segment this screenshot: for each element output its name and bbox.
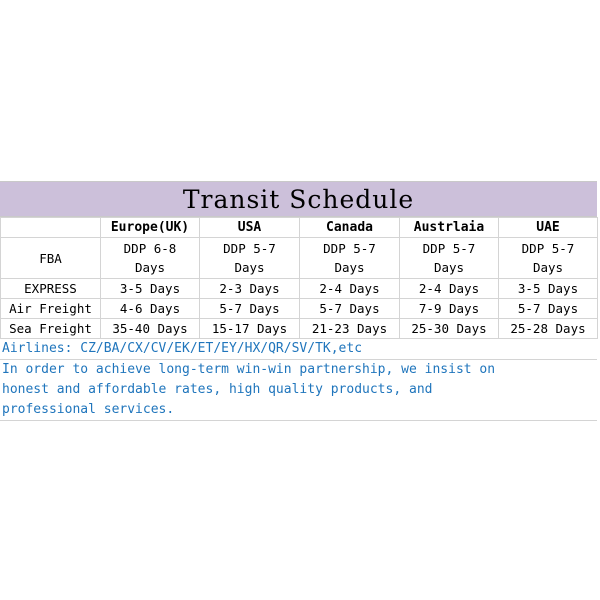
table-cell: 4-6 Days [101, 299, 200, 319]
row-label-sea-freight: Sea Freight [1, 319, 101, 339]
row-label-air-freight: Air Freight [1, 299, 101, 319]
header-canada: Canada [300, 218, 400, 238]
header-row [1, 218, 598, 238]
sea-freight-row [1, 319, 598, 339]
transit-schedule-sheet [0, 181, 597, 421]
fba-cell-line2: Days [532, 260, 564, 275]
table-cell: 2-4 Days [300, 279, 400, 299]
partnership-note-line: honest and affordable rates, high quality products, and [2, 382, 433, 397]
header-uae: UAE [499, 218, 598, 238]
table-cell: 21-23 Days [300, 319, 400, 339]
table-cell: 2-3 Days [200, 279, 300, 299]
table-cell: 5-7 Days [300, 299, 400, 319]
table-cell: 35-40 Days [101, 319, 200, 339]
table-cell: 5-7 Days [499, 299, 598, 319]
airlines-note: Airlines: CZ/BA/CX/CV/EK/ET/EY/HX/QR/SV/TK,etc [0, 339, 597, 360]
fba-cell-line2: Days [433, 260, 465, 275]
fba-cell-line1: DDP 5-7 [422, 241, 476, 256]
transit-table [0, 217, 598, 339]
fba-cell-europe-uk [101, 238, 200, 279]
fba-cell-line1: DDP 5-7 [223, 241, 276, 256]
partnership-note [0, 360, 597, 421]
fba-cell-line2: Days [234, 260, 265, 275]
table-cell: 25-28 Days [499, 319, 598, 339]
row-label-express: EXPRESS [1, 279, 101, 299]
table-cell: 5-7 Days [200, 299, 300, 319]
fba-cell-line1: DDP 5-7 [323, 241, 376, 256]
partnership-note-line: professional services. [2, 402, 175, 417]
fba-cell-uae [499, 238, 598, 279]
fba-cell-line2: Days [134, 260, 166, 275]
header-europe-uk: Europe(UK) [101, 218, 200, 238]
row-label-fba: FBA [1, 238, 101, 279]
fba-cell-austrlaia [400, 238, 499, 279]
table-cell: 3-5 Days [499, 279, 598, 299]
fba-cell-line1: DDP 6-8 [123, 241, 177, 256]
fba-cell-line1: DDP 5-7 [521, 241, 575, 256]
air-freight-row [1, 299, 598, 319]
table-cell: 7-9 Days [400, 299, 499, 319]
header-austrlaia: Austrlaia [400, 218, 499, 238]
table-cell: 2-4 Days [400, 279, 499, 299]
table-cell: 15-17 Days [200, 319, 300, 339]
fba-row [1, 238, 598, 279]
sheet-title: Transit Schedule [0, 181, 597, 217]
table-cell: 3-5 Days [101, 279, 200, 299]
table-cell: 25-30 Days [400, 319, 499, 339]
header-usa: USA [200, 218, 300, 238]
express-row [1, 279, 598, 299]
partnership-note-line: In order to achieve long-term win-win partnership, we insist on [2, 362, 496, 377]
fba-cell-canada [300, 238, 400, 279]
fba-cell-usa [200, 238, 300, 279]
fba-cell-line2: Days [334, 260, 365, 275]
header-corner [1, 218, 101, 238]
